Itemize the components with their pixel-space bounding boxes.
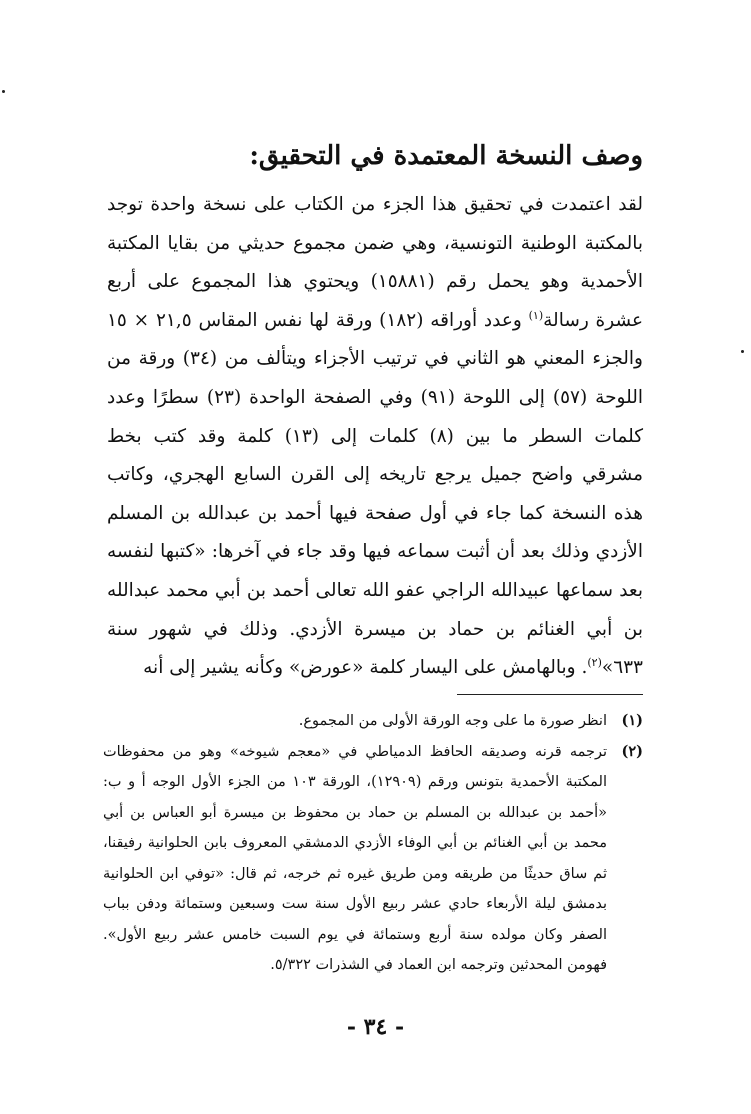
body-paragraph xyxy=(107,186,643,688)
scan-mark xyxy=(741,350,744,353)
section-heading: وصف النسخة المعتمدة في التحقيق: xyxy=(249,141,643,171)
body-text-part-3: . وبالهامش على اليسار كلمة «عورض» وكأنه يشير إلى أنه xyxy=(143,657,588,679)
footnote-text: ترجمه قرنه وصديقه الحافظ الدمياطي في «معجم شيوخه» وهو من محفوظات المكتبة الأحمدية بتونس ورقم (١٢٩٠٩)، الورقة ١٠٣ من الجزء الأول الوجه أ و ب: «أحمد بن عبدالله بن المسلم بن حماد بن محفوظ بن ميسرة أبو العباس بن أبي محمد بن أبي الغنائم بن أبي الوفاء الأزدي الدمشقي المعروف بابن الحلوانية رفيقنا، ثم ساق حديثًا من طريقه ومن طريق غيره ثم خرجه، ثم قال: «توفي ابن الحلوانية بدمشق ليلة الأربعاء حادي عشر ربيع الأول سنة ست وسبعين وستمائة ودفن بباب الصفر وكان مولده سنة أربع وستمائة في يوم السبت خامس عشر ربيع الأول». فهومن المحدثين وترجمه ابن العماد في الشذرات ٥/٣٢٢. xyxy=(103,743,608,973)
footnote-divider xyxy=(457,694,643,695)
footnote-2 xyxy=(103,737,643,981)
footnote-text: انظر صورة ما على وجه الورقة الأولى من المجموع. xyxy=(298,713,607,729)
footnotes-list xyxy=(103,706,643,981)
body-text-part-1: لقد اعتمدت في تحقيق هذا الجزء من الكتاب على نسخة واحدة توجد بالمكتبة الوطنية التونسية، وهي ضمن مجموع حديثي من بقايا المكتبة الأحمدية وهو يحمل رقم (١٥٨٨١) ويحتوي هذا المجموع على أربع عشرة رسالة xyxy=(107,194,643,331)
scan-mark xyxy=(2,90,5,93)
footnote-number: (١) xyxy=(621,712,643,729)
body-text-part-2: وعدد أوراقه (١٨٢) ورقة لها نفس المقاس ٢١,٥ × ١٥ والجزء المعني هو الثاني في ترتيب الأجزاء ويتألف من (٣٤) ورقة من اللوحة (٥٧) إلى اللوحة (٩١) وفي الصفحة الواحدة (٢٣) سطرًا وعدد كلمات السطر ما بين (٨) كلمات إلى (١٣) كلمة وقد كتب بخط مشرقي واضح جميل يرجع تاريخه إلى القرن السابع الهجري، وكاتب هذه النسخة كما جاء في أول صفحة فيها أحمد بن عبدالله بن المسلم الأزدي وذلك بعد أن أثبت سماعه فيها وقد جاء في آخرها: «كتبها لنفسه بعد سماعها عبيدالله الراجي عفو الله تعالى أحمد بن أبي محمد عبدالله بن أبي الغنائم بن حماد بن ميسرة الأزدي. وذلك في شهور سنة ٦٣٣» xyxy=(107,309,644,679)
footnote-reference-1: (١) xyxy=(528,308,544,322)
footnote-reference-2: (٢) xyxy=(587,655,602,669)
page-number: - ٣٤ - xyxy=(346,1014,405,1040)
footnote-1 xyxy=(103,706,643,737)
footnote-number: (٢) xyxy=(621,742,643,760)
